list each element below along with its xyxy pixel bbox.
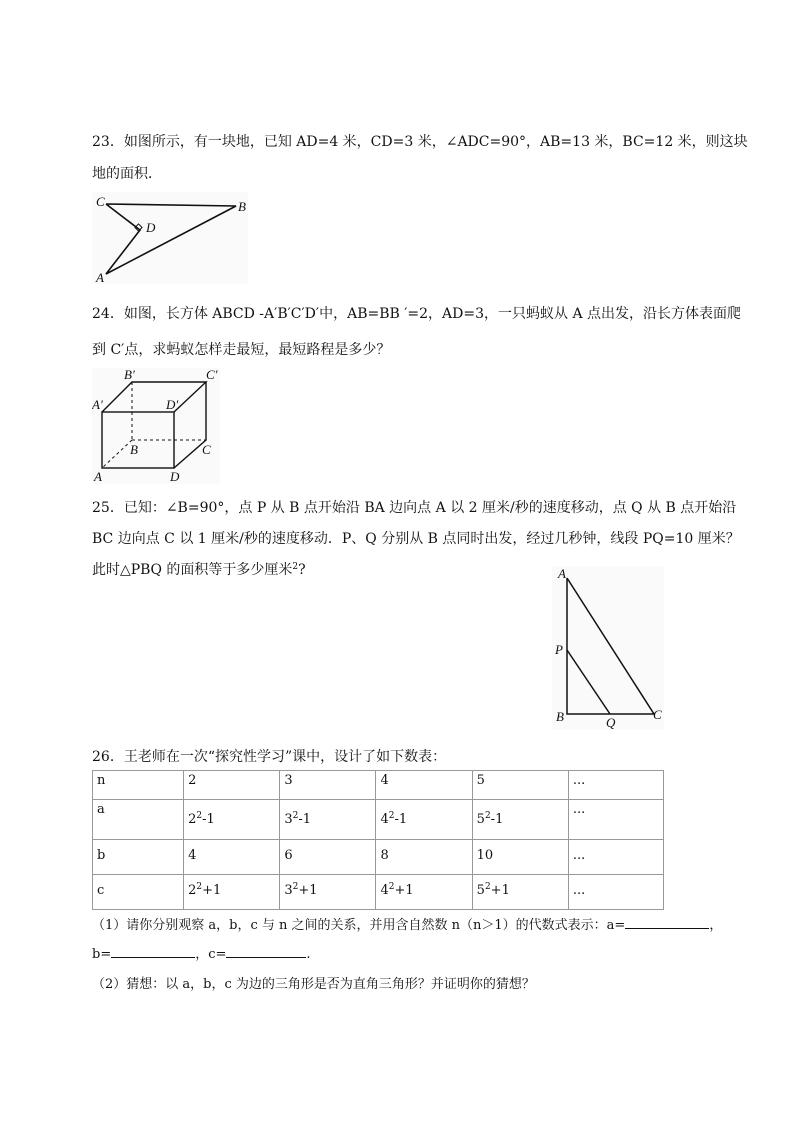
q26-intro: 26．王老师在一次“探究性学习”课中，设计了如下数表： [92, 749, 447, 765]
a-exp: 2 [484, 811, 491, 821]
q25-text-line3 [92, 561, 306, 579]
c-tail: +1 [394, 883, 414, 898]
table-row [93, 875, 664, 910]
table-cell: ... [568, 771, 663, 800]
table-cell: b [93, 840, 184, 875]
c-base: 3 [284, 883, 293, 898]
c-base: 5 [476, 883, 485, 898]
q25-segment-PQ [567, 650, 610, 714]
q25-triangle [567, 578, 654, 714]
q23-text-line2: 地的面积． [92, 166, 162, 182]
c-tail: +1 [490, 883, 510, 898]
table-cell: 6 [280, 840, 376, 875]
q26-part1-end: . [306, 947, 311, 962]
q25-label-C: C [653, 707, 662, 722]
a-tail: -1 [298, 812, 311, 827]
q25-line3-sup: 2 [292, 562, 299, 572]
a-base: 4 [380, 812, 389, 827]
c-base: 4 [380, 883, 389, 898]
table-cell [184, 875, 280, 910]
answer-blank-b[interactable] [111, 945, 195, 958]
q26-number-table [92, 770, 664, 910]
c-exp: 2 [388, 882, 395, 892]
q24-label-A: A [94, 469, 102, 484]
a-tail: -1 [202, 812, 215, 827]
c-exp: 2 [484, 882, 491, 892]
table-cell [472, 875, 568, 910]
q26-part1-line2 [92, 945, 311, 964]
table-cell: 10 [472, 840, 568, 875]
table-row [93, 800, 664, 840]
q24-label-A1: A′ [92, 397, 103, 412]
q23-label-D: D [146, 220, 156, 235]
q25-label-P: P [555, 642, 563, 657]
q24-label-D: D [170, 469, 180, 484]
table-cell [184, 800, 280, 840]
table-row [93, 771, 664, 800]
q26-part1-b: b= [92, 947, 112, 962]
table-cell: 2 [184, 771, 280, 800]
a-exp: 2 [292, 811, 299, 821]
q23-text-line1: 23．如图所示，有一块地，已知 AD=4 米，CD=3 米，∠ADC=90°，AB=13 米，BC=12 米，则这块 [92, 134, 748, 150]
q25-line3-prefix: 此时△PBQ 的面积等于多少厘米 [92, 562, 293, 578]
q24-label-B: B [130, 442, 138, 457]
a-tail: -1 [394, 812, 408, 827]
table-cell: 4 [184, 840, 280, 875]
table-cell: ... [568, 800, 663, 840]
q25-text-line1: 25．已知：∠B=90°，点 P 从 B 点开始沿 BA 边向点 A 以 2 厘米/秒的速度移动，点 Q 从 B 点开始沿 [92, 500, 737, 516]
q24-label-D1: D′ [166, 397, 179, 412]
table-row [93, 840, 664, 875]
answer-blank-c[interactable] [226, 945, 306, 958]
table-cell: c [93, 875, 184, 910]
c-exp: 2 [292, 882, 299, 892]
q25-label-A: A [558, 566, 566, 581]
table-cell [376, 800, 472, 840]
table-cell: 8 [376, 840, 472, 875]
q24-top-face [102, 382, 206, 412]
a-exp: 2 [196, 811, 203, 821]
table-cell: 5 [472, 771, 568, 800]
q26-part1-comma: ， [709, 918, 723, 933]
c-tail: +1 [202, 883, 222, 898]
table-cell [280, 800, 376, 840]
q25-label-Q: Q [606, 715, 616, 730]
q25-label-B: B [556, 709, 564, 724]
q24-label-C1: C′ [206, 368, 218, 382]
q23-label-C: C [96, 194, 105, 209]
q24-label-C: C [202, 442, 211, 457]
table-cell [280, 875, 376, 910]
table-cell [472, 800, 568, 840]
table-cell: n [93, 771, 184, 800]
q23-label-A: A [96, 270, 104, 284]
q26-part2: （2）猜想：以 a，b，c 为边的三角形是否为直角三角形？并证明你的猜想？ [92, 977, 535, 992]
c-base: 2 [188, 883, 197, 898]
q25-text-line2: BC 边向点 C 以 1 厘米/秒的速度移动．P、Q 分别从 B 点同时出发，经过几秒钟，线段 PQ=10 厘米？ [92, 531, 740, 547]
a-base: 3 [284, 812, 293, 827]
q23-quadrilateral [106, 204, 236, 274]
table-cell: a [93, 800, 184, 840]
q25-figure [552, 566, 664, 730]
a-tail: -1 [490, 812, 504, 827]
q24-label-B1: B′ [124, 368, 135, 382]
q26-part1-text: （1）请你分别观察 a，b，c 与 n 之间的关系，并用含自然数 n（n＞1）的代数式表示：a= [92, 918, 626, 933]
a-base: 5 [476, 812, 485, 827]
q24-figure [92, 368, 220, 484]
q26-part1-c: ，c= [195, 947, 227, 962]
q25-line3-suffix: ? [298, 562, 306, 578]
a-base: 2 [188, 812, 197, 827]
q23-figure [92, 192, 248, 284]
table-cell [376, 875, 472, 910]
q24-text-line1: 24．如图，长方体 ABCD -A′B′C′D′中，AB=BB ′=2，AD=3，一只蚂蚁从 A 点出发，沿长方体表面爬 [92, 306, 742, 322]
table-cell: ... [568, 875, 663, 910]
q23-label-B: B [238, 199, 246, 214]
table-cell: ... [568, 840, 663, 875]
table-cell: 3 [280, 771, 376, 800]
q26-part1-line1 [92, 916, 722, 935]
q24-text-line2: 到 C′点，求蚂蚁怎样走最短，最短路程是多少？ [92, 342, 391, 358]
table-cell: 4 [376, 771, 472, 800]
answer-blank-a[interactable] [625, 916, 709, 929]
a-exp: 2 [388, 811, 395, 821]
c-exp: 2 [196, 882, 203, 892]
q24-hidden-edge-3 [102, 440, 132, 468]
c-tail: +1 [298, 883, 318, 898]
